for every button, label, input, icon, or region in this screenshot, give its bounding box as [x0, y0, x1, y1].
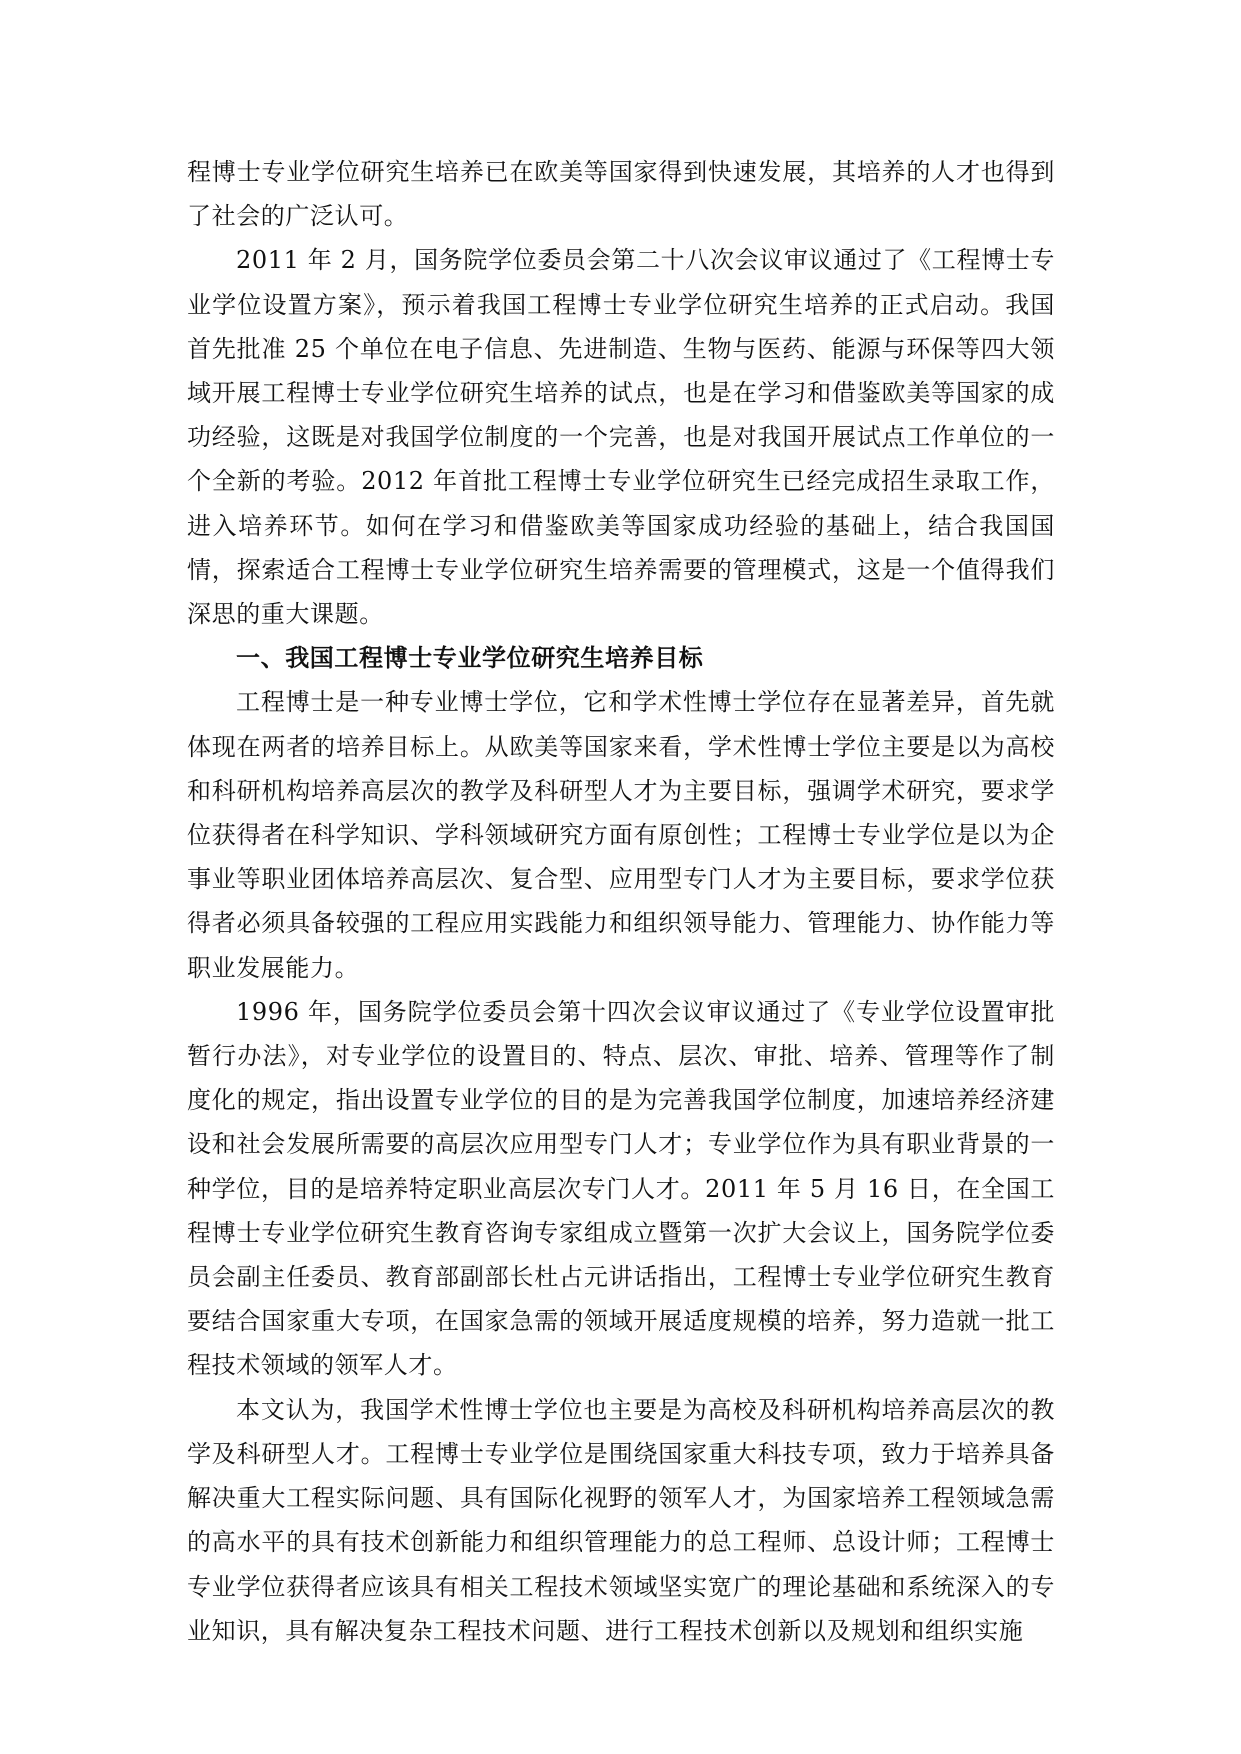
paragraph-author-view: 本文认为，我国学术性博士学位也主要是为高校及科研机构培养高层次的教学及科研型人才。工程博士专业学位是围绕国家重大科技专项，致力于培养具备解决重大工程实际问题、具有国际化视野的领军人才，为国家培养工程领域急需的高水平的具有技术创新能力和组织管理能力的总工程师、总设计师；工程博士专业学位获得者应该具有相关工程技术领域坚实宽广的理论基础和系统深入的专业知识，具有解决复杂工程技术问题、进行工程技术创新以及规划和组织实施: [187, 1395, 1055, 1645]
section-heading: 一、我国工程博士专业学位研究生培养目标: [236, 644, 704, 673]
paragraph-policy-history: 1996 年，国务院学位委员会第十四次会议审议通过了《专业学位设置审批暂行办法》，对专业学位的设置目的、特点、层次、审批、培养、管理等作了制度化的规定，指出设置专业学位的目的是为完善我国学位制度，加速培养经济建设和社会发展所需要的高层次应用型专门人才；专业学位作为具有职业背景的一种学位，目的是培养特定职业高层次专门人才。2011 年 5 月 16 日，在全国工程博士专业学位研究生教育咨询专家组成立暨第一次扩大会议上，国务院学位委员会副主任委员、教育部副部长杜占元讲话指出，工程博士专业学位研究生教育要结合国家重大专项，在国家急需的领域开展适度规模的培养，努力造就一批工程技术领域的领军人才。: [187, 997, 1055, 1380]
paragraph-continuation: 程博士专业学位研究生培养已在欧美等国家得到快速发展，其培养的人才也得到了社会的广泛认可。: [187, 158, 1055, 231]
paragraph-establishment: 2011 年 2 月，国务院学位委员会第二十八次会议审议通过了《工程博士专业学位设置方案》，预示着我国工程博士专业学位研究生培养的正式启动。我国首先批准 25 个单位在电子信息、先进制造、生物与医药、能源与环保等四大领域开展工程博士专业学位研究生培养的试点，也是在学习和借鉴欧美等国家的成功经验，这既是对我国学位制度的一个完善，也是对我国开展试点工作单位的一个全新的考验。2012 年首批工程博士专业学位研究生已经完成招生录取工作，进入培养环节。如何在学习和借鉴欧美等国家成功经验的基础上，结合我国国情，探索适合工程博士专业学位研究生培养需要的管理模式，这是一个值得我们深思的重大课题。: [187, 246, 1055, 629]
document-body: [187, 150, 1055, 1653]
paragraph-goal-comparison: 工程博士是一种专业博士学位，它和学术性博士学位存在显著差异，首先就体现在两者的培养目标上。从欧美等国家来看，学术性博士学位主要是以为高校和科研机构培养高层次的教学及科研型人才为主要目标，强调学术研究，要求学位获得者在科学知识、学科领域研究方面有原创性；工程博士专业学位是以为企事业等职业团体培养高层次、复合型、应用型专门人才为主要目标，要求学位获得者必须具备较强的工程应用实践能力和组织领导能力、管理能力、协作能力等职业发展能力。: [187, 688, 1055, 982]
